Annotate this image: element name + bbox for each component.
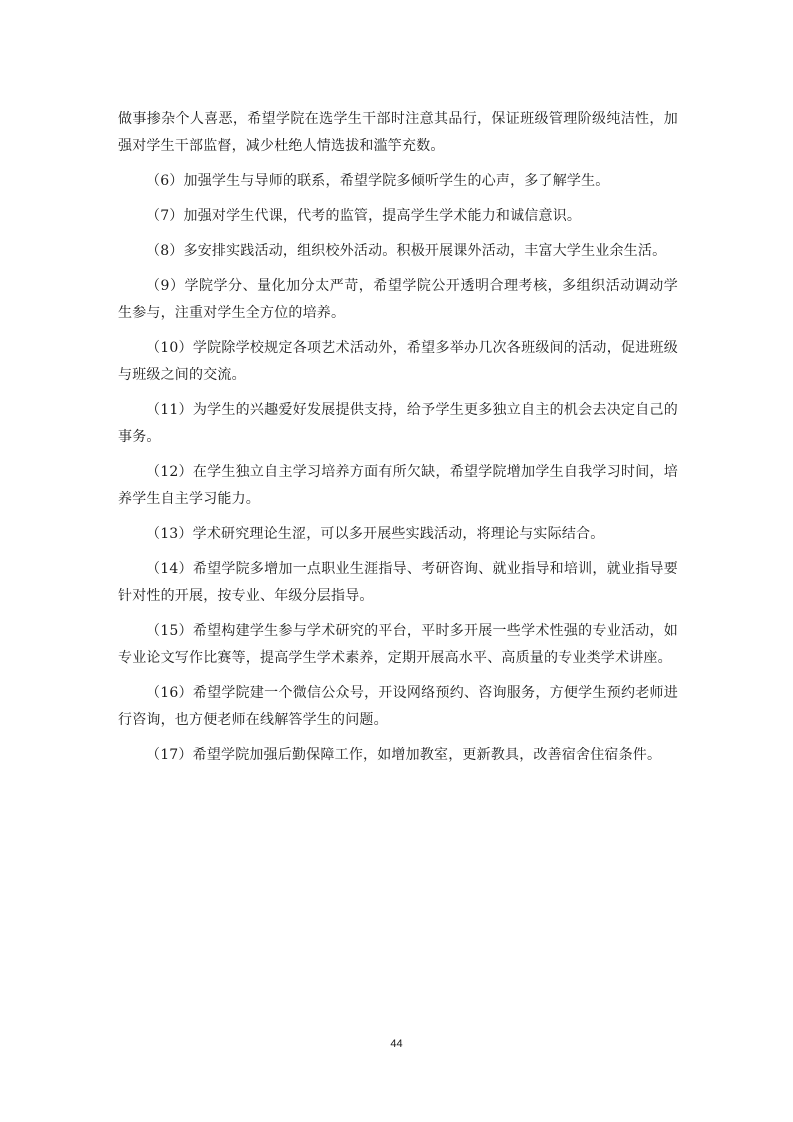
- list-item-15: （15）希望构建学生参与学术研究的平台，平时多开展一些学术性强的专业活动，如专业论文写作比赛等，提高学生学术素养，定期开展高水平、高质量的专业类学术讲座。: [118, 623, 678, 666]
- page-body: [118, 106, 678, 777]
- continuation-paragraph: 做事掺杂个人喜恶，希望学院在选学生干部时注意其品行，保证班级管理阶级纯洁性，加强对学生干部监督，减少杜绝人情选拔和滥竽充数。: [118, 111, 678, 154]
- list-item-8: （8）多安排实践活动，组织校外活动。积极开展课外活动，丰富大学生业余生活。: [146, 243, 667, 259]
- list-item-6: （6）加强学生与导师的联系，希望学院多倾听学生的心声，多了解学生。: [146, 173, 610, 189]
- list-item-16: （16）希望学院建一个微信公众号，开设网络预约、咨询服务，方便学生预约老师进行咨询，也方便老师在线解答学生的问题。: [118, 685, 678, 728]
- list-item-14: （14）希望学院多增加一点职业生涯指导、考研咨询、就业指导和培训，就业指导要针对性的开展，按专业、年级分层指导。: [118, 561, 678, 604]
- list-item-9: （9）学院学分、量化加分太严苛，希望学院公开透明合理考核，多组织活动调动学生参与，注重对学生全方位的培养。: [118, 278, 678, 321]
- list-item-12: （12）在学生独立自主学习培养方面有所欠缺，希望学院增加学生自我学习时间，培养学生自主学习能力。: [118, 464, 678, 507]
- list-item-7: （7）加强对学生代课，代考的监管，提高学生学术能力和诚信意识。: [146, 208, 582, 224]
- list-item-13: （13）学术研究理论生涩，可以多开展些实践活动，将理论与实际结合。: [146, 526, 605, 542]
- page-number: 44: [390, 1038, 403, 1050]
- list-item-11: （11）为学生的兴趣爱好发展提供支持，给予学生更多独立自主的机会去决定自己的事务。: [118, 402, 678, 445]
- list-item-10: （10）学院除学校规定各项艺术活动外，希望多举办几次各班级间的活动，促进班级与班级之间的交流。: [118, 340, 678, 383]
- list-item-17: （17）希望学院加强后勤保障工作，如增加教室，更新教具，改善宿舍住宿条件。: [146, 747, 662, 763]
